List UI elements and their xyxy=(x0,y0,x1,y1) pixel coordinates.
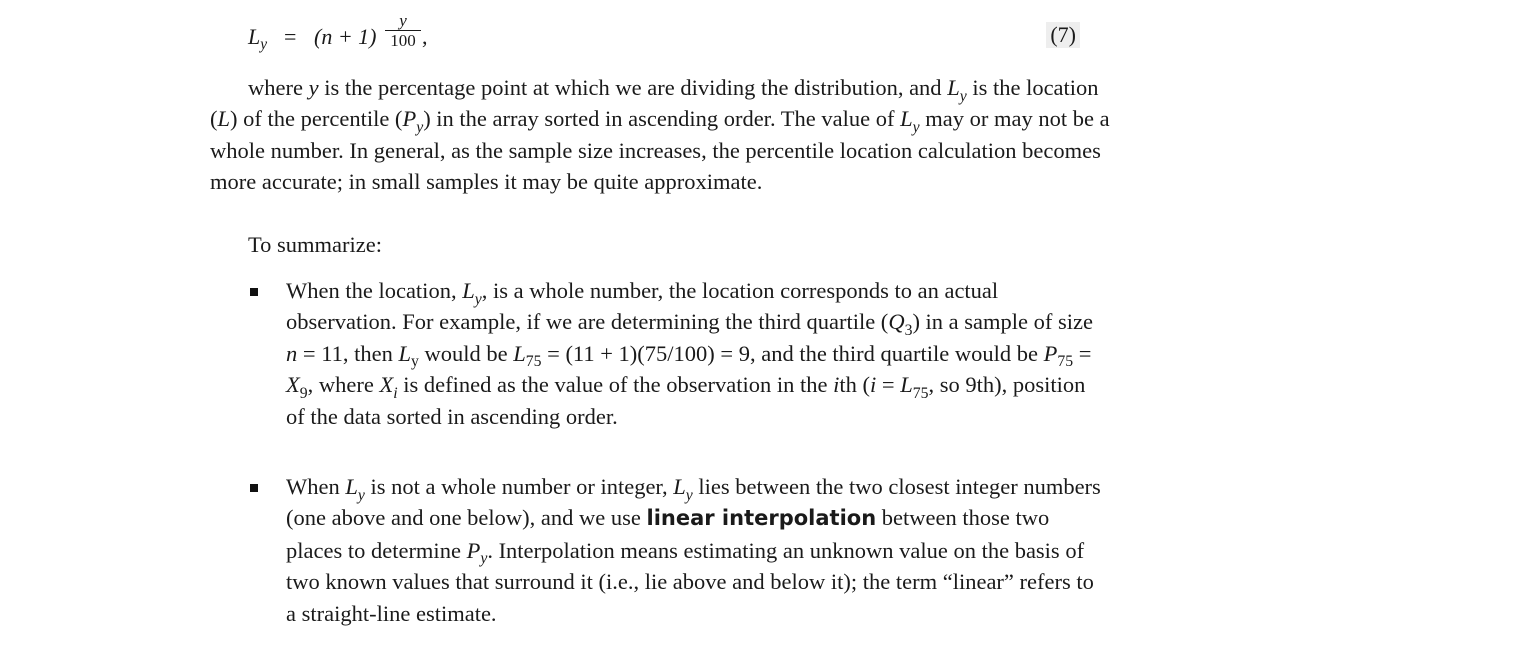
bullet-text: When the location, $L_y$, is a whole number, the location corresponds to an actual observation. For example, if we are determining the third quartile $(Q_3)$ in a sample of size n = 11, then $L_y$ would be $L_{75} = (11 + 1)(75/100) = 9$, and the third quartile would be $P_{75} = X_9$, where $X_i$ is defined as the value of the observation in the ith ($i = L_{75}$, so 9th), position of the data sorted in ascending order. xyxy=(286,278,1093,429)
equation-fraction xyxy=(385,12,421,51)
equation-number: (7) xyxy=(1046,22,1080,48)
paragraph-percentile-location: where y is the percentage point at which we are dividing the distribution, and $L_y$ is the location (L) of the percentile $(P_y)$ in the array sorted in ascending order. The value of $L_y$ may or may not be a whole number. In general, as the sample size increases, the percentile location calculation becomes more accurate; in small samples it may be quite approximate. xyxy=(210,75,1110,195)
paragraph-summarize: To summarize: xyxy=(248,232,383,257)
fraction-numerator: y xyxy=(385,12,421,31)
list-item-interpolation xyxy=(286,471,1106,629)
list-item-whole-number xyxy=(286,275,1106,432)
equation-rhs-prefix: (n + 1) xyxy=(314,24,377,49)
equation-lhs: $L_y$ xyxy=(248,24,268,54)
fraction-denominator: 100 xyxy=(390,31,416,50)
equation-7 xyxy=(248,12,1080,58)
bullet-marker xyxy=(250,484,258,492)
bullet-text: When $L_y$ is not a whole number or integer, $L_y$ lies between the two closest integer numbers (one above and one below), and we use linear interpolation between those two places to determine $P_y$. Interpolation means estimating an unknown value on the basis of two known values that surround it (i.e., lie above and below it); the term “linear” refers to a straight-line estimate. xyxy=(286,474,1101,626)
term-linear-interpolation: linear interpolation xyxy=(646,506,877,531)
bullet-marker xyxy=(250,288,258,296)
equation-comma: , xyxy=(422,24,428,49)
equation-equals: = xyxy=(284,24,297,49)
